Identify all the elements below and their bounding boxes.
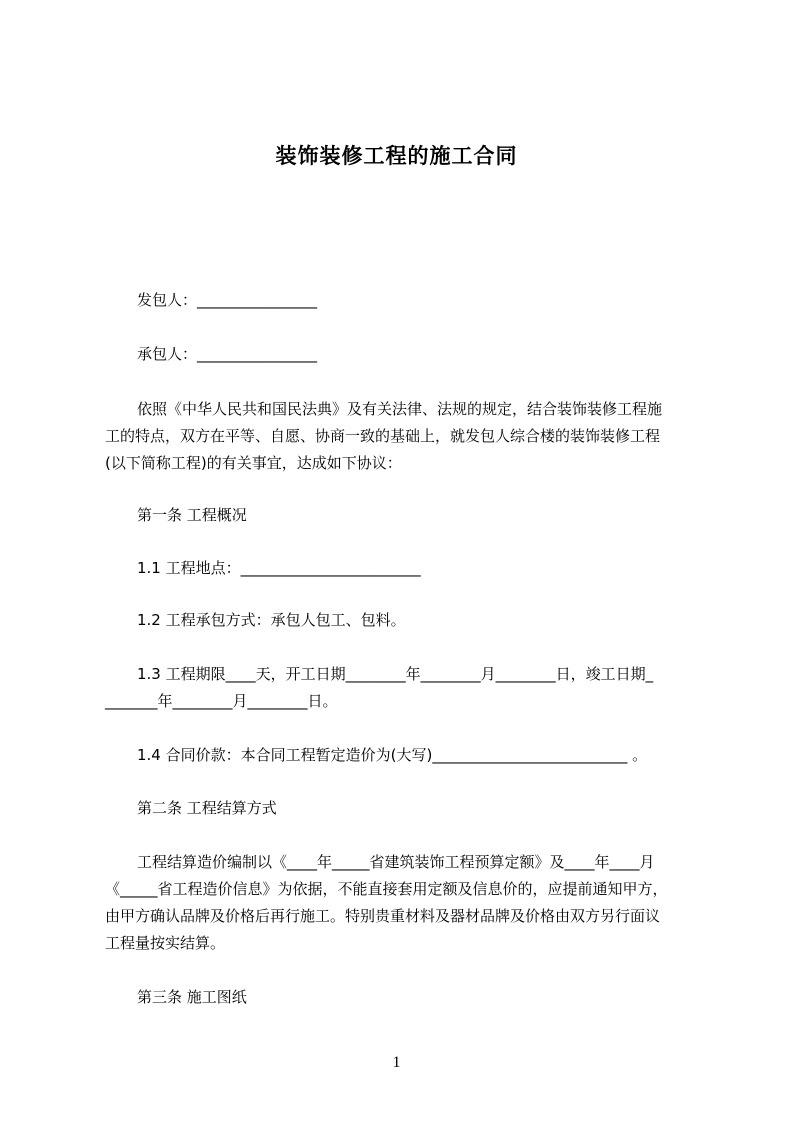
article-1-heading: 第一条 工程概况 <box>137 506 247 524</box>
article-2-heading: 第二条 工程结算方式 <box>137 799 277 817</box>
article-2-line-4: 工程量按实结算。 <box>105 934 226 952</box>
contractor-line: 承包人：________________ <box>137 345 318 363</box>
clause-1-3-line-2: _______年________月________日。 <box>105 692 338 710</box>
employer-line: 发包人：________________ <box>137 291 318 309</box>
preamble-line-2: 工的特点，双方在平等、自愿、协商一致的基础上，就发包人综合楼的装饰装修工程 <box>105 427 661 445</box>
article-2-line-3: 由甲方确认品牌及价格后再行施工。特别贵重材料及器材品牌及价格由双方另行面议 <box>105 907 661 925</box>
preamble-line-3: (以下简称工程)的有关事宜，达成如下协议： <box>105 454 402 472</box>
page-number: 1 <box>392 1054 401 1071</box>
clause-1-2: 1.2 工程承包方式：承包人包工、包料。 <box>137 611 406 629</box>
clause-1-1: 1.1 工程地点：________________________ <box>137 559 421 577</box>
preamble-line-1: 依照《中华人民共和国民法典》及有关法律、法规的规定，结合装饰装修工程施 <box>137 400 663 418</box>
article-3-heading: 第三条 施工图纸 <box>137 988 247 1006</box>
clause-1-4: 1.4 合同价款：本合同工程暂定造价为(大写)__________________________ 。 <box>137 746 648 764</box>
clause-1-3-line-1: 1.3 工程期限____天，开工日期________年________月________日，竣工日期_ <box>137 665 654 683</box>
document-title: 装饰装修工程的施工合同 <box>275 144 518 168</box>
article-2-line-1: 工程结算造价编制以《____年_____省建筑装饰工程预算定额》及____年____月 <box>137 853 655 871</box>
article-2-line-2: 《_____省工程造价信息》为依据，不能直接套用定额及信息价的，应提前通知甲方， <box>105 880 668 898</box>
